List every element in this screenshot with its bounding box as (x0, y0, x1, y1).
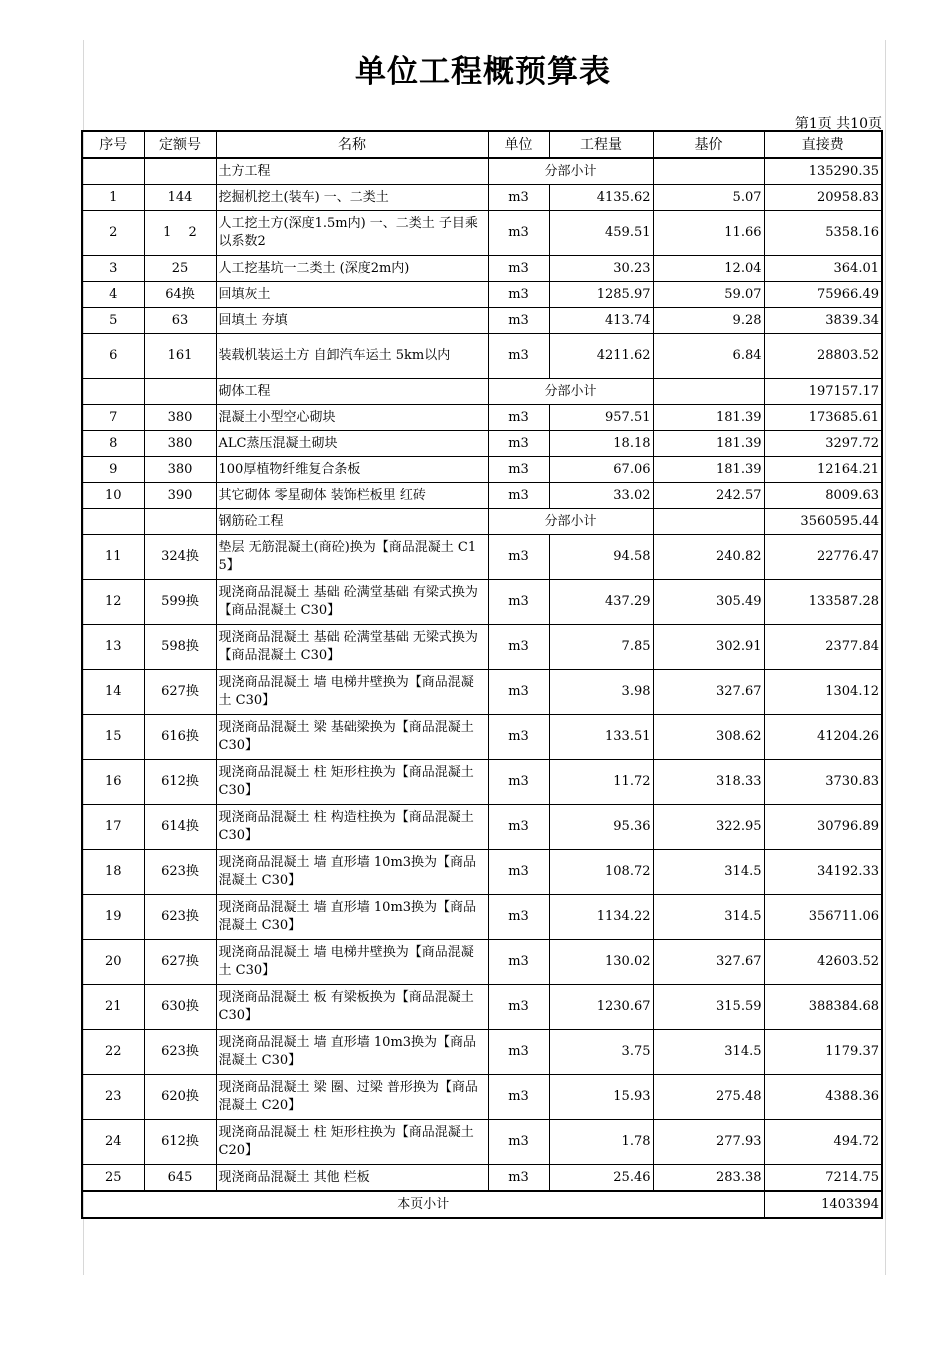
section-empty-price (653, 379, 764, 405)
item-name: 现浇商品混凝土 板 有梁板换为【商品混凝土 C30】 (216, 985, 488, 1030)
item-unit: m3 (488, 282, 549, 308)
section-subtotal-label: 分部小计 (488, 158, 653, 185)
item-code: 645 (144, 1165, 216, 1192)
item-seq: 13 (82, 625, 144, 670)
item-qty: 25.46 (549, 1165, 653, 1192)
item-code: 598换 (144, 625, 216, 670)
budget-table (81, 130, 883, 1219)
table-row (82, 625, 882, 670)
section-subtotal-label: 分部小计 (488, 379, 653, 405)
item-seq: 25 (82, 1165, 144, 1192)
item-seq: 4 (82, 282, 144, 308)
item-name: 挖掘机挖土(装车) 一、二类土 (216, 185, 488, 211)
item-cost: 42603.52 (764, 940, 882, 985)
item-code: 380 (144, 431, 216, 457)
header-cost: 直接费 (764, 131, 882, 158)
item-unit: m3 (488, 256, 549, 282)
item-code: 612换 (144, 760, 216, 805)
item-unit: m3 (488, 580, 549, 625)
item-qty: 4211.62 (549, 334, 653, 379)
header-seq: 序号 (82, 131, 144, 158)
item-seq: 12 (82, 580, 144, 625)
item-seq: 1 (82, 185, 144, 211)
item-unit: m3 (488, 457, 549, 483)
page-title: 单位工程概预算表 (355, 54, 611, 90)
item-code: 380 (144, 457, 216, 483)
item-price: 181.39 (653, 431, 764, 457)
item-qty: 130.02 (549, 940, 653, 985)
item-name: 回填灰土 (216, 282, 488, 308)
item-unit: m3 (488, 1030, 549, 1075)
table-row (82, 256, 882, 282)
item-cost: 41204.26 (764, 715, 882, 760)
item-qty: 1230.67 (549, 985, 653, 1030)
item-name: 现浇商品混凝土 柱 矩形柱换为【商品混凝土 C30】 (216, 760, 488, 805)
item-price: 12.04 (653, 256, 764, 282)
item-seq: 23 (82, 1075, 144, 1120)
item-seq: 11 (82, 535, 144, 580)
item-seq: 19 (82, 895, 144, 940)
item-name: 人工挖基坑一二类土 (深度2m内) (216, 256, 488, 282)
item-code: 623换 (144, 1030, 216, 1075)
item-qty: 1134.22 (549, 895, 653, 940)
item-unit: m3 (488, 1165, 549, 1192)
header-price: 基价 (653, 131, 764, 158)
item-unit: m3 (488, 670, 549, 715)
item-seq: 20 (82, 940, 144, 985)
item-qty: 957.51 (549, 405, 653, 431)
table-row (82, 405, 882, 431)
item-cost: 3839.34 (764, 308, 882, 334)
item-code: 627换 (144, 940, 216, 985)
item-name: 现浇商品混凝土 梁 圈、过梁 普形换为【商品混凝土 C20】 (216, 1075, 488, 1120)
item-code: 630换 (144, 985, 216, 1030)
item-cost: 1304.12 (764, 670, 882, 715)
table-row (82, 895, 882, 940)
item-price: 322.95 (653, 805, 764, 850)
item-price: 181.39 (653, 457, 764, 483)
table-row (82, 940, 882, 985)
item-cost: 34192.33 (764, 850, 882, 895)
table-row (82, 211, 882, 256)
item-cost: 494.72 (764, 1120, 882, 1165)
item-cost: 1179.37 (764, 1030, 882, 1075)
item-code: 390 (144, 483, 216, 509)
section-empty-seq (82, 379, 144, 405)
item-qty: 3.98 (549, 670, 653, 715)
item-price: 6.84 (653, 334, 764, 379)
table-row (82, 760, 882, 805)
item-seq: 9 (82, 457, 144, 483)
header-code: 定额号 (144, 131, 216, 158)
item-cost: 12164.21 (764, 457, 882, 483)
table-row (82, 580, 882, 625)
item-seq: 18 (82, 850, 144, 895)
table-row (82, 670, 882, 715)
item-price: 5.07 (653, 185, 764, 211)
item-seq: 14 (82, 670, 144, 715)
table-row (82, 185, 882, 211)
item-price: 314.5 (653, 895, 764, 940)
item-qty: 1.78 (549, 1120, 653, 1165)
item-qty: 7.85 (549, 625, 653, 670)
table-row (82, 535, 882, 580)
item-qty: 108.72 (549, 850, 653, 895)
item-cost: 7214.75 (764, 1165, 882, 1192)
item-price: 277.93 (653, 1120, 764, 1165)
page-total-value: 1403394 (764, 1191, 882, 1218)
section-empty-code (144, 379, 216, 405)
item-unit: m3 (488, 805, 549, 850)
section-empty-seq (82, 509, 144, 535)
item-unit: m3 (488, 211, 549, 256)
item-seq: 7 (82, 405, 144, 431)
item-code: 64换 (144, 282, 216, 308)
item-price: 327.67 (653, 670, 764, 715)
item-seq: 8 (82, 431, 144, 457)
table-row (82, 334, 882, 379)
item-price: 308.62 (653, 715, 764, 760)
item-code: 620换 (144, 1075, 216, 1120)
section-subtotal-label: 分部小计 (488, 509, 653, 535)
item-unit: m3 (488, 405, 549, 431)
item-price: 314.5 (653, 1030, 764, 1075)
section-row (82, 158, 882, 185)
item-cost: 5358.16 (764, 211, 882, 256)
item-name: 现浇商品混凝土 柱 构造柱换为【商品混凝土 C30】 (216, 805, 488, 850)
item-seq: 2 (82, 211, 144, 256)
item-unit: m3 (488, 1075, 549, 1120)
section-row (82, 509, 882, 535)
item-qty: 459.51 (549, 211, 653, 256)
item-code: 324换 (144, 535, 216, 580)
table-row (82, 850, 882, 895)
item-seq: 17 (82, 805, 144, 850)
item-qty: 11.72 (549, 760, 653, 805)
item-cost: 30796.89 (764, 805, 882, 850)
item-cost: 4388.36 (764, 1075, 882, 1120)
item-name: 现浇商品混凝土 墙 直形墙 10m3换为【商品混凝土 C30】 (216, 895, 488, 940)
table-row (82, 805, 882, 850)
page-total-label: 本页小计 (82, 1191, 764, 1218)
item-price: 240.82 (653, 535, 764, 580)
item-price: 305.49 (653, 580, 764, 625)
item-name: 现浇商品混凝土 基础 砼满堂基础 有梁式换为【商品混凝土 C30】 (216, 580, 488, 625)
page-number: 第1页 共10页 (794, 116, 882, 132)
item-price: 275.48 (653, 1075, 764, 1120)
item-price: 318.33 (653, 760, 764, 805)
item-name: 回填土 夯填 (216, 308, 488, 334)
item-code: 25 (144, 256, 216, 282)
item-cost: 173685.61 (764, 405, 882, 431)
item-cost: 22776.47 (764, 535, 882, 580)
item-cost: 3297.72 (764, 431, 882, 457)
table-row (82, 483, 882, 509)
item-unit: m3 (488, 483, 549, 509)
item-qty: 4135.62 (549, 185, 653, 211)
item-name: 人工挖土方(深度1.5m内) 一、二类土 子目乘以系数2 (216, 211, 488, 256)
item-cost: 28803.52 (764, 334, 882, 379)
item-code: 161 (144, 334, 216, 379)
item-cost: 8009.63 (764, 483, 882, 509)
item-qty: 33.02 (549, 483, 653, 509)
item-code: 623换 (144, 895, 216, 940)
item-code: 380 (144, 405, 216, 431)
item-name: ALC蒸压混凝土砌块 (216, 431, 488, 457)
item-code: 63 (144, 308, 216, 334)
section-name: 土方工程 (216, 158, 488, 185)
item-cost: 3730.83 (764, 760, 882, 805)
item-price: 242.57 (653, 483, 764, 509)
item-seq: 10 (82, 483, 144, 509)
item-unit: m3 (488, 760, 549, 805)
item-name: 现浇商品混凝土 梁 基础梁换为【商品混凝土 C30】 (216, 715, 488, 760)
item-seq: 24 (82, 1120, 144, 1165)
item-seq: 15 (82, 715, 144, 760)
item-price: 327.67 (653, 940, 764, 985)
item-unit: m3 (488, 535, 549, 580)
item-price: 181.39 (653, 405, 764, 431)
item-unit: m3 (488, 185, 549, 211)
item-name: 混凝土小型空心砌块 (216, 405, 488, 431)
section-name: 砌体工程 (216, 379, 488, 405)
item-price: 314.5 (653, 850, 764, 895)
table-row (82, 431, 882, 457)
item-price: 315.59 (653, 985, 764, 1030)
item-code: 623换 (144, 850, 216, 895)
item-qty: 437.29 (549, 580, 653, 625)
section-empty-code (144, 158, 216, 185)
item-qty: 15.93 (549, 1075, 653, 1120)
item-code: 144 (144, 185, 216, 211)
item-unit: m3 (488, 895, 549, 940)
item-name: 现浇商品混凝土 其他 栏板 (216, 1165, 488, 1192)
section-empty-seq (82, 158, 144, 185)
section-row (82, 379, 882, 405)
item-qty: 1285.97 (549, 282, 653, 308)
header-unit: 单位 (488, 131, 549, 158)
item-code: 599换 (144, 580, 216, 625)
item-name: 现浇商品混凝土 墙 电梯井壁换为【商品混凝土 C30】 (216, 940, 488, 985)
section-subtotal-value: 3560595.44 (764, 509, 882, 535)
table-row (82, 715, 882, 760)
table-row (82, 308, 882, 334)
item-cost: 75966.49 (764, 282, 882, 308)
item-qty: 95.36 (549, 805, 653, 850)
item-qty: 30.23 (549, 256, 653, 282)
item-unit: m3 (488, 940, 549, 985)
table-row (82, 1165, 882, 1192)
table-header (82, 131, 882, 158)
header-qty: 工程量 (549, 131, 653, 158)
item-price: 283.38 (653, 1165, 764, 1192)
table-row (82, 457, 882, 483)
item-cost: 2377.84 (764, 625, 882, 670)
table-row (82, 282, 882, 308)
item-cost: 20958.83 (764, 185, 882, 211)
item-code: 1 2 (144, 211, 216, 256)
item-name: 现浇商品混凝土 墙 电梯井壁换为【商品混凝土 C30】 (216, 670, 488, 715)
item-price: 9.28 (653, 308, 764, 334)
page-total-row (82, 1191, 882, 1218)
item-qty: 94.58 (549, 535, 653, 580)
table-row (82, 1075, 882, 1120)
section-empty-code (144, 509, 216, 535)
section-empty-price (653, 509, 764, 535)
item-unit: m3 (488, 1120, 549, 1165)
item-name: 现浇商品混凝土 柱 矩形柱换为【商品混凝土 C20】 (216, 1120, 488, 1165)
item-unit: m3 (488, 625, 549, 670)
item-qty: 67.06 (549, 457, 653, 483)
page-border-right (885, 40, 886, 1275)
table-body (82, 158, 882, 1191)
item-name: 装载机装运土方 自卸汽车运土 5km以内 (216, 334, 488, 379)
table-row (82, 1030, 882, 1075)
item-price: 59.07 (653, 282, 764, 308)
section-empty-price (653, 158, 764, 185)
item-seq: 3 (82, 256, 144, 282)
item-seq: 22 (82, 1030, 144, 1075)
table-row (82, 1120, 882, 1165)
item-price: 302.91 (653, 625, 764, 670)
section-name: 钢筋砼工程 (216, 509, 488, 535)
item-code: 614换 (144, 805, 216, 850)
item-name: 垫层 无筋混凝土(商砼)换为【商品混凝土 C15】 (216, 535, 488, 580)
item-unit: m3 (488, 715, 549, 760)
item-code: 616换 (144, 715, 216, 760)
item-qty: 3.75 (549, 1030, 653, 1075)
item-seq: 21 (82, 985, 144, 1030)
item-seq: 5 (82, 308, 144, 334)
item-unit: m3 (488, 850, 549, 895)
item-price: 11.66 (653, 211, 764, 256)
item-code: 627换 (144, 670, 216, 715)
table-row (82, 985, 882, 1030)
item-name: 其它砌体 零星砌体 装饰栏板里 红砖 (216, 483, 488, 509)
item-unit: m3 (488, 308, 549, 334)
section-subtotal-value: 135290.35 (764, 158, 882, 185)
item-name: 现浇商品混凝土 基础 砼满堂基础 无梁式换为【商品混凝土 C30】 (216, 625, 488, 670)
item-seq: 6 (82, 334, 144, 379)
item-name: 现浇商品混凝土 墙 直形墙 10m3换为【商品混凝土 C30】 (216, 850, 488, 895)
item-code: 612换 (144, 1120, 216, 1165)
item-cost: 133587.28 (764, 580, 882, 625)
item-name: 现浇商品混凝土 墙 直形墙 10m3换为【商品混凝土 C30】 (216, 1030, 488, 1075)
header-name: 名称 (216, 131, 488, 158)
item-cost: 364.01 (764, 256, 882, 282)
item-unit: m3 (488, 985, 549, 1030)
section-subtotal-value: 197157.17 (764, 379, 882, 405)
item-qty: 133.51 (549, 715, 653, 760)
item-unit: m3 (488, 431, 549, 457)
item-cost: 388384.68 (764, 985, 882, 1030)
item-qty: 18.18 (549, 431, 653, 457)
item-name: 100厚植物纤维复合条板 (216, 457, 488, 483)
item-seq: 16 (82, 760, 144, 805)
item-cost: 356711.06 (764, 895, 882, 940)
item-qty: 413.74 (549, 308, 653, 334)
item-unit: m3 (488, 334, 549, 379)
